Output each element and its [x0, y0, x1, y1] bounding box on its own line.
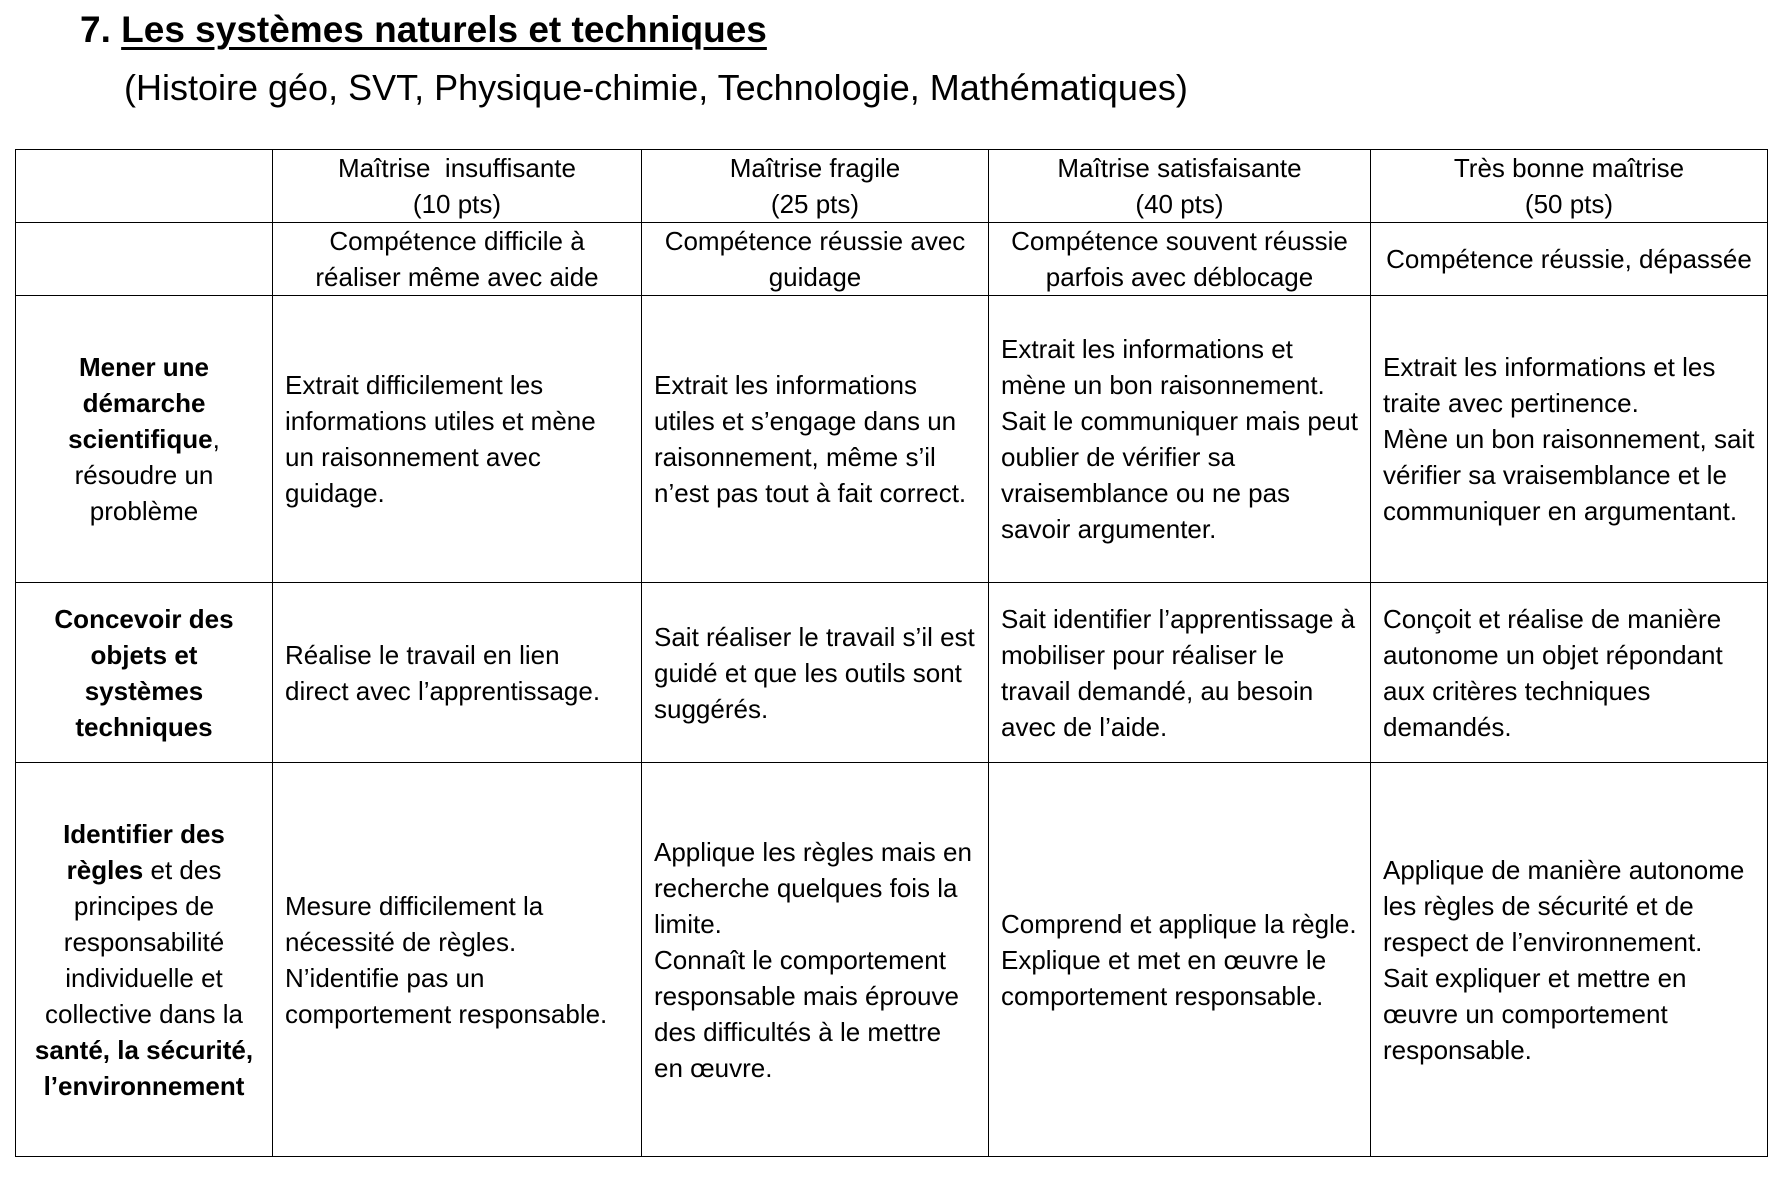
level-points: (50 pts): [1524, 189, 1614, 219]
criteria-text: Connaît le comportement responsable mais éprouve des difficultés à le mettre en œuvre.: [654, 944, 959, 1083]
level-label: Maîtrise insuffisante: [338, 153, 576, 183]
competence-row-demarche: [16, 296, 1768, 583]
corner-cell: [16, 150, 273, 223]
criteria-text: Sait réaliser le travail s’il est guidé et que les outils sont suggérés.: [654, 621, 975, 724]
criteria-cell: [989, 583, 1371, 763]
level-header-tres-bonne: [1371, 150, 1768, 223]
criteria-text: Sait expliquer et mettre en œuvre un comportement responsable.: [1383, 962, 1687, 1065]
criteria-text: Extrait les informations et les traite avec pertinence.: [1383, 352, 1716, 418]
criteria-cell: [989, 763, 1371, 1157]
criteria-text: Applique les règles mais en recherche quelques fois la limite.: [654, 836, 972, 939]
competence-row-concevoir: [16, 583, 1768, 763]
competence-label-part: santé, la sécurité, l’environnement: [34, 1034, 254, 1101]
criteria-text: Sait identifier l’apprentissage à mobiliser pour réaliser le travail demandé, au besoin avec de l’aide.: [1001, 603, 1356, 742]
criteria-cell: [273, 296, 642, 583]
level-label: Maîtrise fragile: [729, 153, 901, 183]
criteria-cell: [642, 763, 989, 1157]
criteria-text: Applique de manière autonome les règles de sécurité et de respect de l’environnement.: [1383, 854, 1745, 957]
level-description: Compétence réussie, dépassée: [1371, 223, 1768, 296]
competence-label-part: Identifier des règles: [63, 818, 225, 885]
criteria-text: Mesure difficilement la nécessité de règles.: [285, 890, 544, 957]
evaluation-grid: [15, 149, 1768, 1157]
competence-row-regles: [16, 763, 1768, 1157]
level-points: (10 pts): [412, 189, 502, 219]
criteria-cell: [989, 296, 1371, 583]
section-title-text: Les systèmes naturels et techniques: [121, 9, 767, 50]
criteria-cell: [642, 296, 989, 583]
competence-label: [16, 296, 273, 583]
level-header-fragile: [642, 150, 989, 223]
competence-label-part: Concevoir des objets et systèmes techniques: [54, 603, 234, 742]
criteria-cell: [1371, 583, 1768, 763]
level-points: (25 pts): [770, 189, 860, 219]
criteria-cell: [1371, 296, 1768, 583]
criteria-text: Comprend et applique la règle.: [1001, 908, 1357, 939]
criteria-text: Réalise le travail en lien direct avec l’apprentissage.: [285, 639, 601, 706]
criteria-text: Explique et met en œuvre le comportement responsable.: [1001, 944, 1327, 1011]
section-title: [80, 6, 767, 54]
level-label: Très bonne maîtrise: [1453, 153, 1685, 183]
section-number: 7.: [80, 9, 111, 50]
criteria-text: Extrait les informations et mène un bon raisonnement.: [1001, 334, 1325, 400]
level-points: (40 pts): [1135, 189, 1224, 219]
criteria-text: Conçoit et réalise de manière autonome un objet répondant aux critères techniques demandés.: [1383, 603, 1723, 742]
criteria-text: Mène un bon raisonnement, sait vérifier sa vraisemblance et le communiquer en argumentant.: [1383, 424, 1755, 526]
competence-label-part: et des principes de responsabilité individuelle et collective dans la: [45, 854, 243, 1029]
criteria-cell: [1371, 763, 1768, 1157]
criteria-text: Extrait difficilement les informations utiles et mène un raisonnement avec guidage.: [285, 370, 596, 508]
competence-label-part: Mener une démarche scientifique: [68, 352, 213, 454]
criteria-cell: [642, 583, 989, 763]
level-header-row: [16, 150, 1768, 223]
competence-label: [16, 763, 273, 1157]
level-description: Compétence difficile à réaliser même avec aide: [273, 223, 642, 296]
level-header-satisfaisante: [989, 150, 1371, 223]
criteria-text: Sait le communiquer mais peut oublier de vérifier sa vraisemblance ou ne pas savoir argumenter.: [1001, 406, 1358, 544]
level-label: Maîtrise satisfaisante: [1057, 153, 1302, 183]
criteria-text: N’identifie pas un comportement responsable.: [285, 962, 608, 1029]
criteria-text: Extrait les informations utiles et s’engage dans un raisonnement, même s’il n’est pas tout à fait correct.: [654, 370, 967, 508]
competence-label: [16, 583, 273, 763]
level-description-row: [16, 223, 1768, 296]
section-subtitle: (Histoire géo, SVT, Physique-chimie, Technologie, Mathématiques): [124, 67, 1188, 108]
level-header-insuffisante: [273, 150, 642, 223]
criteria-cell: [273, 583, 642, 763]
criteria-cell: [273, 763, 642, 1157]
level-description: Compétence réussie avec guidage: [642, 223, 989, 296]
competence-label-part: , résoudre un problème: [74, 424, 220, 526]
corner-cell-2: [16, 223, 273, 296]
level-description: Compétence souvent réussie parfois avec déblocage: [989, 223, 1371, 296]
